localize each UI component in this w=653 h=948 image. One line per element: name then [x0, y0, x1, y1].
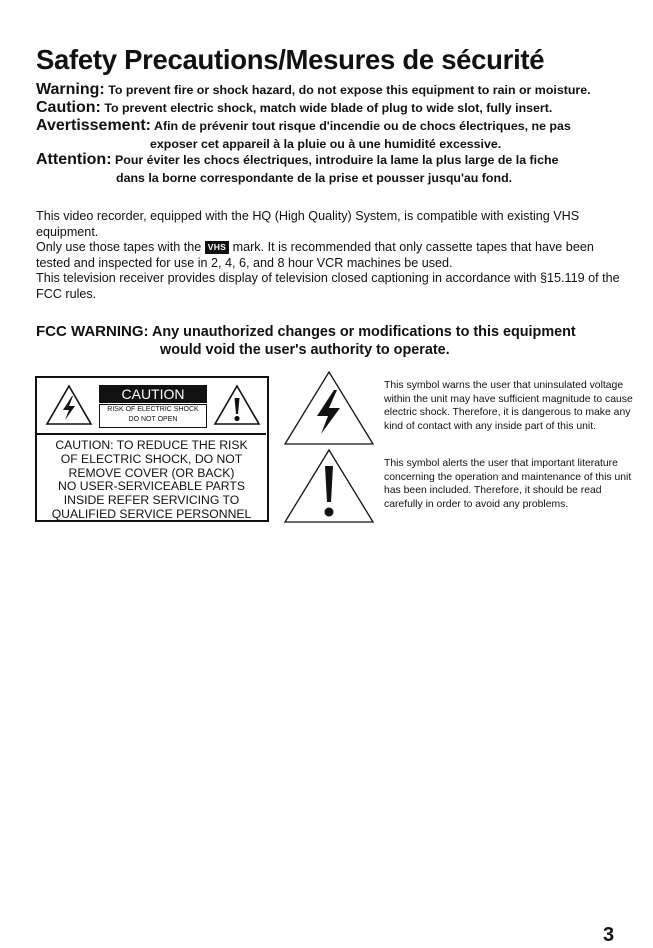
tapes-text-before: Only use those tapes with the	[36, 240, 202, 254]
exclamation-triangle-icon	[283, 448, 375, 524]
warning-text: To prevent fire or shock hazard, do not expose this equipment to rain or moisture.	[108, 83, 591, 97]
page-title: Safety Precautions/Mesures de sécurité	[36, 44, 545, 75]
avertissement-text: Afin de prévenir tout risque d'incendie ou de chocs électriques, ne pas	[154, 119, 571, 133]
tapes-text-after: mark. It is recommended that only cassette tapes that have been tested and inspected for use in 2, 4, 6, and 8 hour VCR machines be used.	[36, 240, 594, 270]
caution-subheading-line2: DO NOT OPEN	[128, 416, 178, 423]
caution-body-line: OF ELECTRIC SHOCK, DO NOT	[60, 451, 243, 466]
attention-notice	[36, 151, 636, 187]
caution-body-line: QUALIFIED SERVICE PERSONNEL	[51, 506, 252, 521]
attention-label: Attention:	[36, 151, 112, 168]
caution-body-line: CAUTION: TO REDUCE THE RISK	[55, 438, 248, 452]
attention-text-cont: dans la borne correspondante de la prise et pousser jusqu'au fond.	[116, 171, 513, 185]
vhs-logo: VHS	[205, 241, 229, 254]
warning-notice	[36, 81, 636, 99]
caution-body-text	[37, 433, 266, 519]
fcc-warning	[36, 323, 636, 359]
caution-body-line: NO USER-SERVICEABLE PARTS	[58, 479, 245, 494]
captioning-paragraph: This television receiver provides display of television closed captioning in accordance with §15.119 of the FCC rules.	[36, 271, 620, 301]
caution-subheading-line1: RISK OF ELECTRIC SHOCK	[107, 406, 199, 413]
page-number: 3	[603, 924, 615, 946]
avertissement-notice	[36, 117, 636, 153]
tapes-paragraph	[36, 240, 626, 271]
caution-notice	[36, 99, 636, 117]
avertissement-text-cont: exposer cet appareil à la pluie ou à une humidité excessive.	[150, 137, 502, 151]
exclamation-symbol-description: This symbol alerts the user that important literature concerning the operation and maintenance of this unit has been included. Therefore, it should be read carefully in order to avoid any problems.	[384, 458, 632, 510]
caution-subheading	[99, 404, 207, 428]
fcc-text-line1: Any unauthorized changes or modifications to this equipment	[151, 324, 576, 340]
exclamation-triangle-icon-small	[213, 384, 261, 426]
caution-label-header	[37, 378, 266, 432]
caution-label-box	[35, 376, 269, 522]
warning-label: Warning:	[36, 81, 105, 98]
caution-body-line: INSIDE REFER SERVICING TO	[63, 493, 240, 508]
avertissement-label: Avertissement:	[36, 117, 152, 134]
lightning-triangle-icon	[45, 384, 93, 426]
caution-heading: CAUTION	[99, 385, 207, 403]
fcc-label: FCC WARNING:	[36, 323, 149, 340]
fcc-text-line2: would void the user's authority to operate.	[160, 342, 450, 358]
caution-label: Caution:	[36, 99, 101, 116]
caution-body-line: REMOVE COVER (OR BACK)	[68, 465, 235, 480]
lightning-symbol-description: This symbol warns the user that uninsulated voltage within the unit may have sufficient magnitude to cause electric shock. Therefore, it is dangerous to make any kind of contact with any inside part of this unit.	[384, 380, 633, 432]
attention-text: Pour éviter les chocs électriques, introduire la lame la plus large de la fiche	[114, 153, 559, 167]
hq-paragraph: This video recorder, equipped with the HQ (High Quality) System, is compatible with existing VHS equipment.	[36, 209, 580, 239]
caution-text: To prevent electric shock, match wide blade of plug to wide slot, fully insert.	[104, 101, 553, 115]
lightning-triangle-icon	[283, 370, 375, 446]
